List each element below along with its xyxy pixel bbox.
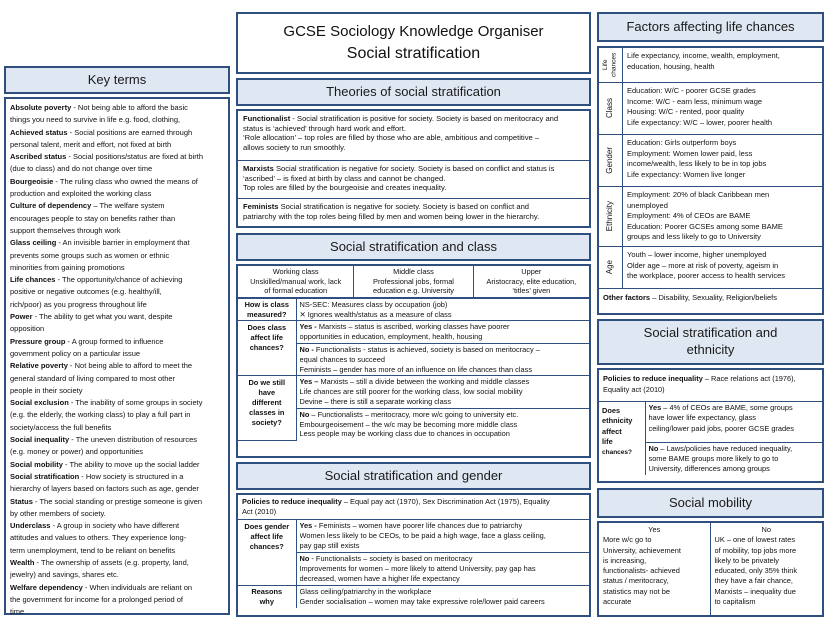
factor-row-ethnicity: Ethnicity Employment: 20% of black Caribbean men unemployed Employment: 4% of CEOs are BAME Education: Poorer GCSEs among some BAME groups and less likely to go to University xyxy=(599,187,822,247)
factors-panel xyxy=(597,46,824,315)
key-term-definition: - An invisible barrier in employment that xyxy=(56,238,190,248)
gender-affect-label: Does gender affect life chances? xyxy=(238,520,296,586)
key-term-definition: general standard of living compared to most other xyxy=(10,373,176,383)
ethnicity-affect-yes: Yes – 4% of CEOs are BAME, some groups have lower life expectancy, glass ceiling/lower paid jobs, poorer GCSE grades xyxy=(645,402,822,442)
key-term-word: Relative poverty xyxy=(10,361,68,371)
key-term-word: Social mobility xyxy=(10,459,63,469)
key-terms-list xyxy=(10,102,224,618)
gender-reasons-label: Reasons why xyxy=(238,586,296,609)
key-term-line xyxy=(10,594,224,606)
key-term-definition: people in their society xyxy=(10,385,83,395)
key-term-line xyxy=(10,606,224,618)
key-term-definition: - Social positions are earned through xyxy=(67,127,193,137)
key-term-line xyxy=(10,114,224,126)
key-term-line xyxy=(10,151,224,163)
key-term-line xyxy=(10,200,224,212)
factor-row-life-chances: Life chances Life expectancy, income, wealth, employment, education, housing, health xyxy=(599,48,822,83)
key-term-word: Underclass xyxy=(10,521,51,531)
gender-table xyxy=(238,520,589,608)
key-term-word: Social exclusion xyxy=(10,398,69,408)
key-term-line xyxy=(10,323,224,335)
key-term-word: Power xyxy=(10,312,33,322)
key-term-definition: - The opportunity/chance of achieving xyxy=(55,275,183,285)
gender-heading: Social stratification and gender xyxy=(236,462,591,490)
key-term-definition: government policy on a particular issue xyxy=(10,348,141,358)
key-term-line xyxy=(10,532,224,544)
page-title: GCSE Sociology Knowledge Organiser xyxy=(283,23,544,40)
mobility-no: No UK – one of lowest rates of mobility, top jobs more likely to be privately educated, only 35% think they have a fair chance, Marxists – inequality due to capitalism xyxy=(714,525,798,607)
key-term-line xyxy=(10,422,224,434)
key-term-line xyxy=(10,360,224,372)
key-terms-heading: Key terms xyxy=(4,66,230,94)
upper-class-cell: Upper Aristocracy, elite education, ‘titles’ given xyxy=(473,266,589,297)
class-different-yes: Yes – Marxists – still a divide between the working and middle classes Life chances are still poorer for the working class, low social mobility Devine – there is still a separate working class xyxy=(296,376,589,408)
key-term-line xyxy=(10,459,224,471)
key-term-line xyxy=(10,483,224,495)
key-term-line xyxy=(10,286,224,298)
class-different-label: Do we still have different classes in society? xyxy=(238,376,296,440)
key-term-line xyxy=(10,545,224,557)
key-term-definition: (e.g. the elderly, the working class) to play a full part in xyxy=(10,410,191,420)
key-term-definition: jewelry) and savings, shares etc. xyxy=(10,570,119,580)
class-measured-text: NS-SEC: Measures class by occupation (job) ✕ Ignores wealth/status as a measure of class xyxy=(296,298,589,321)
key-term-line xyxy=(10,102,224,114)
ethnicity-table xyxy=(599,402,822,475)
key-term-word: Glass ceiling xyxy=(10,238,57,248)
key-term-line xyxy=(10,496,224,508)
key-term-definition: - How society is structured in a xyxy=(79,471,184,481)
key-term-word: Ascribed status xyxy=(10,152,67,162)
key-term-line xyxy=(10,446,224,458)
class-affect-label: Does class affect life chances? xyxy=(238,321,296,376)
factors-heading: Factors affecting life chances xyxy=(597,12,824,42)
ethnicity-affect-no: No – Laws/policies have reduced inequality, some BAME groups more likely to go to University, differences among groups xyxy=(645,442,822,475)
key-term-definition: - When individuals are reliant on xyxy=(82,582,193,592)
key-term-definition: support themselves through work xyxy=(10,225,121,235)
key-term-line xyxy=(10,385,224,397)
key-term-definition: - The ability to move up the social ladder xyxy=(62,459,200,469)
key-term-definition: - A group in society who have different xyxy=(50,521,180,531)
mobility-panel xyxy=(597,521,824,617)
key-term-definition: (e.g. money or power) and opportunities xyxy=(10,447,143,457)
key-term-line xyxy=(10,262,224,274)
key-term-line xyxy=(10,163,224,175)
key-term-line xyxy=(10,225,224,237)
class-questions-table xyxy=(238,298,589,441)
key-term-definition: - A group formed to influence xyxy=(65,336,164,346)
key-term-definition: production and exploited the working class xyxy=(10,189,152,199)
key-term-line xyxy=(10,569,224,581)
key-term-word: Social inequality xyxy=(10,435,70,445)
theory-feminists: Feminists Social stratification is negative for society. Society is based on conflict and patriarchy with the top roles being filled by men and women being lower in the hierarchy. xyxy=(243,202,540,221)
key-term-definition: - The ownership of assets (e.g. property, land, xyxy=(34,557,189,567)
class-measured-label: How is class measured? xyxy=(238,298,296,321)
factor-row-gender: Gender Education: Girls outperform boys Employment: Women lower paid, less income/wealth, less likely to be in top jobs Life expectancy: Women live longer xyxy=(599,135,822,187)
key-term-word: Pressure group xyxy=(10,336,66,346)
theory-marxists: Marxists Social stratification is negative for society. Society is based on conflict and status is ‘ascribed’ – is fixed at birth by class and cannot be changed. Top roles are filled by the bourgeoisie and creates inequality. xyxy=(238,161,589,199)
key-term-definition: attitudes and values to others. They experience long- xyxy=(10,533,187,543)
class-types-table xyxy=(238,266,589,298)
key-term-word: Social stratification xyxy=(10,471,80,481)
key-term-definition: - The inability of some groups in society xyxy=(68,398,203,408)
ethnicity-heading: Social stratification and ethnicity xyxy=(597,319,824,365)
key-term-definition: opposition xyxy=(10,324,45,334)
key-term-definition: prevents some groups such as women or ethnic xyxy=(10,250,170,260)
gender-affect-yes: Yes - Feminists – women have poorer life chances due to patriarchy Women less likely to be CEOs, to be paid a high wage, face a glass ceiling, pay gap still exists xyxy=(296,520,589,553)
title-box xyxy=(236,12,591,74)
key-term-definition: term unemployment, tend to be reliant on benefits xyxy=(10,545,176,555)
key-term-line xyxy=(10,213,224,225)
key-term-line xyxy=(10,471,224,483)
class-panel xyxy=(236,264,591,458)
key-term-definition: society/access the full benefits xyxy=(10,422,112,432)
factor-other: Other factors – Disability, Sexuality, Religion/beliefs xyxy=(603,293,777,302)
key-term-word: Welfare dependency xyxy=(10,582,83,592)
key-term-line xyxy=(10,336,224,348)
theories-panel xyxy=(236,109,591,228)
key-term-line xyxy=(10,139,224,151)
key-term-line xyxy=(10,434,224,446)
key-term-definition: hierarchy of layers based on factors such as age, gender xyxy=(10,484,199,494)
ethnicity-panel xyxy=(597,368,824,483)
key-term-word: Culture of dependency xyxy=(10,201,92,211)
factor-row-class: Class Education: W/C - poorer GCSE grades Income: W/C - earn less, minimum wage Housing: W/C - rented, poor quality Life expectancy: W/C – lower, poorer health xyxy=(599,83,822,135)
key-term-line xyxy=(10,250,224,262)
key-term-line xyxy=(10,188,224,200)
key-term-line xyxy=(10,397,224,409)
key-term-line xyxy=(10,299,224,311)
theory-functionalist: Functionalist - Social stratification is positive for society. Society is based on meritocracy and status is ‘achieved’ through hard work and effort. ‘Role allocation’ – top roles are filled by those who are able, ambitious and competitive – allows society to run smoothly. xyxy=(238,111,589,161)
key-term-definition: by other members of society. xyxy=(10,508,106,518)
key-term-line xyxy=(10,237,224,249)
key-term-word: Status xyxy=(10,496,33,506)
key-term-line xyxy=(10,373,224,385)
key-term-word: Absolute poverty xyxy=(10,103,72,112)
gender-reasons-text: Glass ceiling/patriarchy in the workplace Gender socialisation – women may take expressive role/lower paid careers xyxy=(296,586,589,609)
mobility-heading: Social mobility xyxy=(597,488,824,518)
key-term-definition: time xyxy=(10,607,25,617)
working-class-cell: Working class Unskilled/manual work, lack of formal education xyxy=(238,266,354,297)
page-subtitle: Social stratification xyxy=(346,45,481,63)
key-term-word: Life chances xyxy=(10,275,56,285)
gender-affect-no: No - Functionalists – society is based on meritocracy Improvements for women – more likely to attend University, pay gap has decreased, women have a higher life expectancy xyxy=(296,553,589,586)
key-term-definition: encourages people to stay on benefits rather than xyxy=(10,213,176,223)
key-term-definition: - Social positions/status are fixed at birth xyxy=(66,152,204,162)
key-term-line xyxy=(10,127,224,139)
key-term-line xyxy=(10,582,224,594)
middle-class-cell: Middle class Professional jobs, formal education e.g. University xyxy=(354,266,473,297)
key-term-definition: positive or negative outcomes (e.g. healthy/ill, xyxy=(10,287,162,297)
key-term-word: Achieved status xyxy=(10,127,68,137)
gender-panel xyxy=(236,493,591,617)
key-term-definition: (due to class) and do not change over time xyxy=(10,164,153,174)
gender-policies: Policies to reduce inequality – Equal pay act (1970), Sex Discrimination Act (1975), Equality Act (2010) xyxy=(238,495,589,520)
ethnicity-policies: Policies to reduce inequality – Race relations act (1976), Equality act (2010) xyxy=(599,370,822,402)
key-term-definition: minorities from gaining promotions xyxy=(10,262,125,272)
key-term-definition: - Not being able to afford to meet the xyxy=(67,361,193,371)
class-affect-yes: Yes - Marxists – status is ascribed, working classes have poorer opportunities in education, employment, health, housing xyxy=(296,321,589,344)
class-heading: Social stratification and class xyxy=(236,233,591,261)
theories-heading: Theories of social stratification xyxy=(236,78,591,106)
key-term-line xyxy=(10,311,224,323)
key-term-line xyxy=(10,409,224,421)
key-term-line xyxy=(10,176,224,188)
class-different-no: No – Functionalists – meritocracy, more w/c going to university etc. Embourgeoisement – the w/c may be becoming more middle class Less people may be working class due to chances in occupation xyxy=(296,408,589,440)
key-term-definition: - The ability to get what you want, despite xyxy=(32,312,173,322)
key-term-definition: - The social standing or prestige someone is given xyxy=(32,496,203,506)
key-term-word: Wealth xyxy=(10,557,35,567)
key-term-definition: – The welfare system xyxy=(91,201,165,211)
key-term-definition: - The ruling class who owned the means of xyxy=(53,176,198,186)
ethnicity-affect-label: Does ethnicity affect life chances? xyxy=(599,402,645,475)
key-term-line xyxy=(10,274,224,286)
key-term-definition: - Not being able to afford the basic xyxy=(71,103,188,112)
factor-row-age: Age Youth – lower income, higher unemployed Older age – more at risk of poverty, ageism in the workplace, poorer access to health services xyxy=(599,247,822,289)
key-term-definition: - The uneven distribution of resources xyxy=(69,435,198,445)
key-terms-panel xyxy=(4,97,230,615)
key-term-definition: personal talent, merit and effort, not fixed at birth xyxy=(10,139,172,149)
key-term-definition: the government for income for a prolonged period of xyxy=(10,594,184,604)
key-term-definition: rich/poor) as you progress throughout life xyxy=(10,299,147,309)
class-affect-no: No - Functionalists - status is achieved, society is based on meritocracy – equal chances to succeed Feminists – gender has more of an influence on life chances than class xyxy=(296,343,589,375)
key-term-line xyxy=(10,557,224,569)
key-term-line xyxy=(10,520,224,532)
key-term-line xyxy=(10,508,224,520)
key-term-word: Bourgeoisie xyxy=(10,176,54,186)
mobility-yes: Yes More w/c go to University, achievement is increasing, functionalists- achieved status / meritocracy, statistics may not be accurate xyxy=(599,523,711,615)
key-term-definition: things you need to survive in life e.g. food, clothing, xyxy=(10,115,181,125)
key-term-line xyxy=(10,348,224,360)
